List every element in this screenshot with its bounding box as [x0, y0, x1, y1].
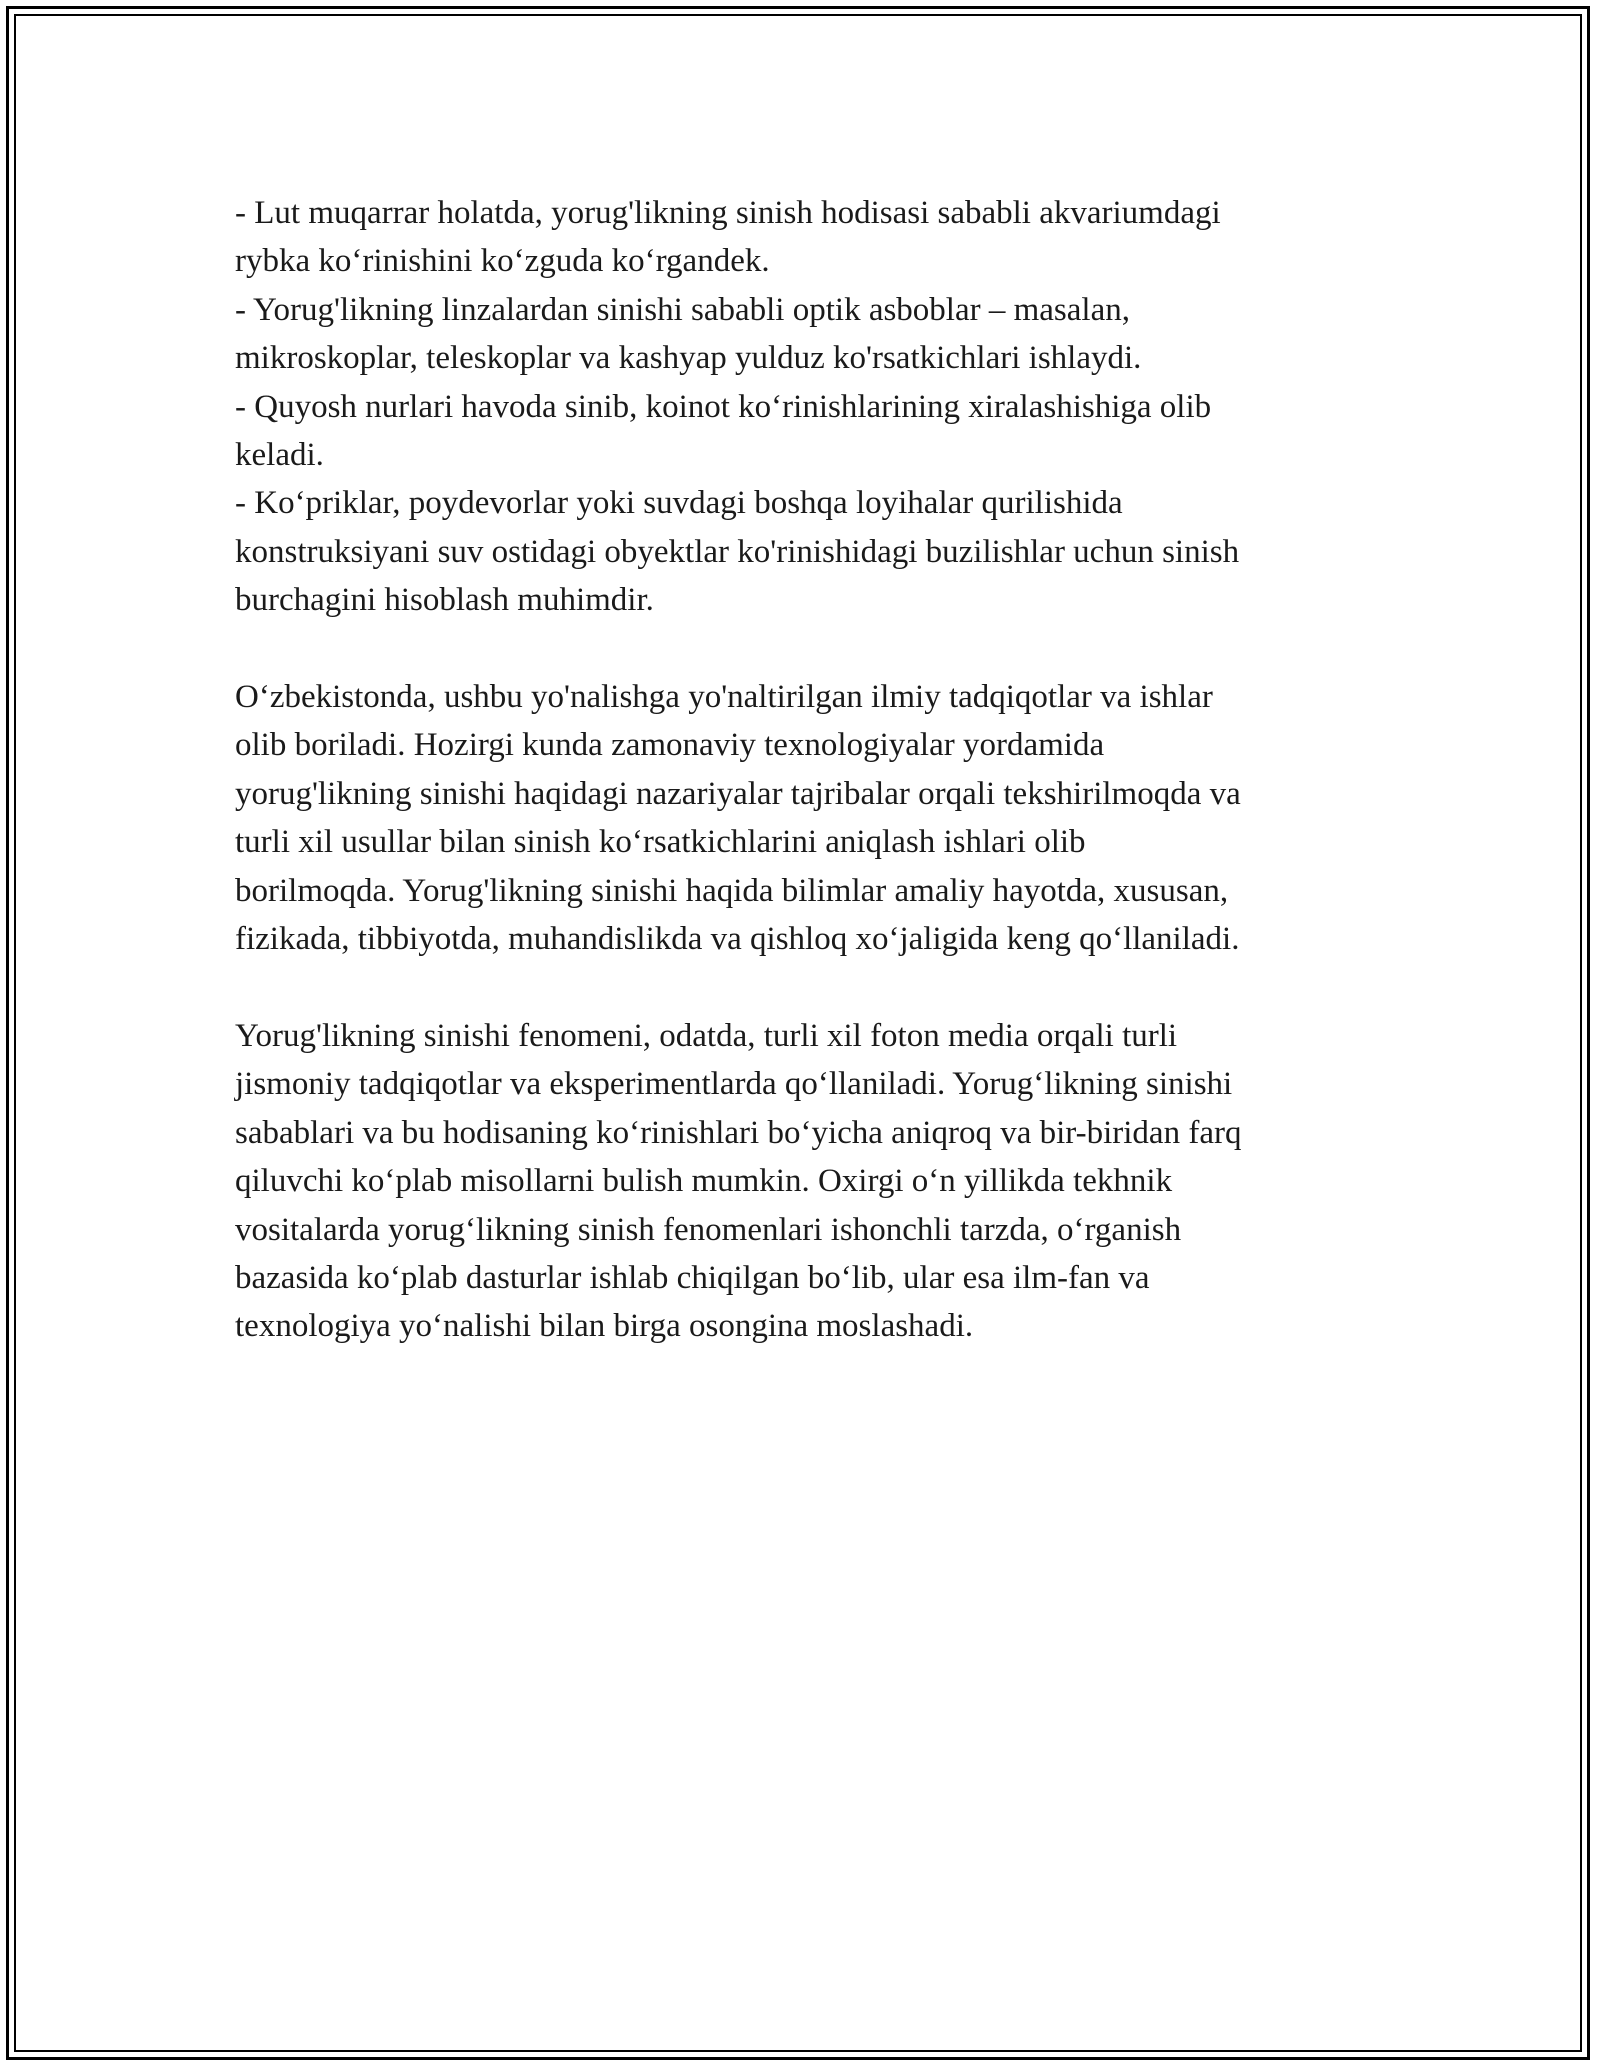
- text-line: texnologiya yoʻnalishi bilan birga osongina moslashadi.: [235, 1308, 974, 1345]
- text-line: - Yorug'likning linzalardan sinishi sababli optik asboblar – masalan,: [235, 291, 1130, 328]
- text-line: mikroskoplar, teleskoplar va kashyap yulduz ko'rsatkichlari ishlaydi.: [235, 340, 1142, 377]
- text-line: olib boriladi. Hozirgi kunda zamonaviy texnologiyalar yordamida: [235, 727, 1105, 764]
- text-line: turli xil usullar bilan sinish koʻrsatkichlarini aniqlash ishlari olib: [235, 824, 1086, 861]
- text-line: - Lut muqarrar holatda, yorug'likning sinish hodisasi sababli akvariumdagi: [235, 195, 1221, 231]
- text-line: jismoniy tadqiqotlar va eksperimentlarda qoʻllaniladi. Yorugʻlikning sinishi: [235, 1066, 1233, 1103]
- text-line: yorug'likning sinishi haqidagi nazariyalar tajribalar orqali tekshirilmoqda va: [235, 775, 1241, 812]
- text-line: Yorug'likning sinishi fenomeni, odatda, turli xil foton media orqali turli: [235, 1017, 1178, 1054]
- paragraph-spacer: [235, 963, 1365, 1011]
- paragraph-refraction-phenomenon: [235, 1012, 1365, 1351]
- text-line: borilmoqda. Yorug'likning sinishi haqida bilimlar amaliy hayotda, xususan,: [235, 872, 1229, 909]
- text-line: vositalarda yorugʻlikning sinish fenomenlari ishonchli tarzda, oʻrganish: [235, 1211, 1182, 1248]
- bullet-list: [235, 189, 1365, 625]
- text-line: burchagini hisoblash muhimdir.: [235, 582, 654, 619]
- text-line: bazasida koʻplab dasturlar ishlab chiqilgan boʻlib, ular esa ilm-fan va: [235, 1259, 1150, 1296]
- paragraph-spacer: [235, 625, 1365, 673]
- paragraph-uzbekistan-research: [235, 673, 1365, 963]
- text-line: konstruksiyani suv ostidagi obyektlar ko'rinishidagi buzilishlar uchun sinish: [235, 533, 1240, 570]
- text-line: sabablari va bu hodisaning koʻrinishlari boʻyicha aniqroq va bir-biridan farq: [235, 1114, 1242, 1151]
- text-line: fizikada, tibbiyotda, muhandislikda va qishloq xoʻjaligida keng qoʻllaniladi.: [235, 921, 1240, 958]
- text-line: rybka koʻrinishini koʻzguda koʻrgandek.: [235, 243, 770, 280]
- text-line: - Quyosh nurlari havoda sinib, koinot koʻrinishlarining xiralashishiga olib: [235, 388, 1212, 425]
- text-line: qiluvchi koʻplab misollarni bulish mumkin. Oxirgi oʻn yillikda tekhnik: [235, 1163, 1173, 1200]
- text-line: keladi.: [235, 437, 324, 474]
- text-line: Oʻzbekistonda, ushbu yo'nalishga yo'naltirilgan ilmiy tadqiqotlar va ishlar: [235, 679, 1213, 716]
- document-body: [235, 189, 1365, 1351]
- text-line: - Koʻpriklar, poydevorlar yoki suvdagi boshqa loyihalar qurilishida: [235, 485, 1123, 522]
